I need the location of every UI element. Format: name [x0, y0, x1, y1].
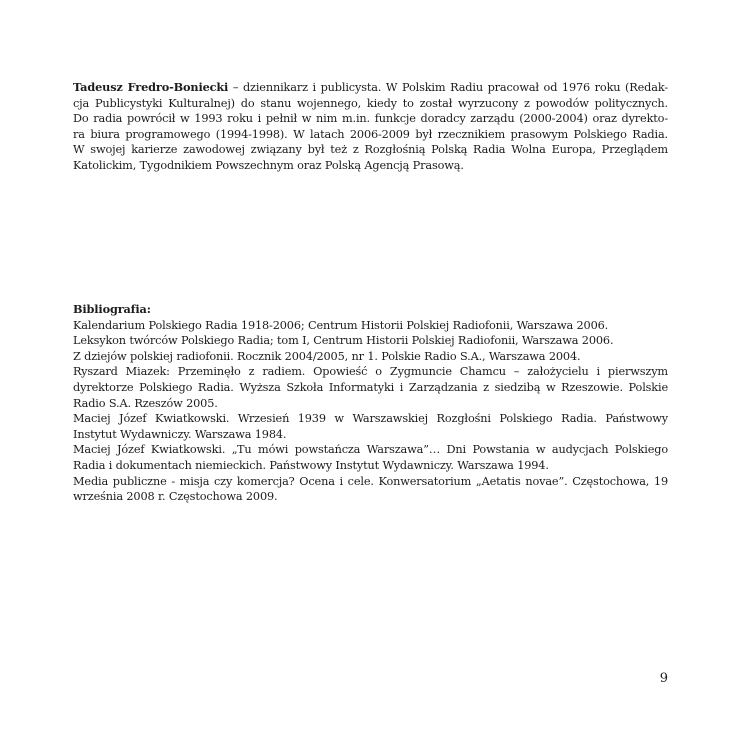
page-number: 9 — [659, 671, 668, 686]
bibliography-line: Kalendarium Polskiego Radia 1918-2006; Centrum Historii Polskiej Radiofonii, Warszawa 2006. — [73, 318, 609, 332]
bibliography-line: Maciej Józef Kwiatkowski. Wrzesień 1939 w Warszawskiej Rozgłośni Polskiego Radia. Państwowy — [73, 412, 668, 426]
bio-line-5: W swojej karierze zawodowej związany był też z Rozgłośnią Polską Radia Wolna Europa, Przeglądem — [73, 143, 668, 157]
bibliography-line: Maciej Józef Kwiatkowski. „Tu mówi powstańcza Warszawa”… Dni Powstania w audycjach Polskiego — [73, 443, 668, 457]
bibliography-line: września 2008 r. Częstochowa 2009. — [73, 490, 278, 504]
bibliography-line: Ryszard Miazek: Przeminęło z radiem. Opowieść o Zygmuncie Chamcu – założycielu i pierwszym — [73, 365, 668, 379]
bio-line-1-text: – dziennikarz i publicysta. W Polskim Radiu pracował od 1976 roku (Redak- — [228, 81, 669, 94]
bibliography-list — [73, 318, 668, 505]
bio-line-4: ra biura programowego (1994-1998). W latach 2006-2009 był rzecznikiem prasowym Polskiego Radia. — [73, 127, 668, 141]
bibliography-line: Radio S.A. Rzeszów 2005. — [73, 396, 218, 410]
bibliography-line: Leksykon twórców Polskiego Radia; tom I, Centrum Historii Polskiej Radiofonii, Warszawa 2006. — [73, 334, 614, 348]
bibliography-heading: Bibliografia: — [73, 302, 151, 316]
bibliography-line: dyrektorze Polskiego Radia. Wyższa Szkoła Informatyki i Zarządzania z siedzibą w Rzeszowie. Polskie — [73, 380, 668, 394]
bibliography-section — [73, 302, 668, 505]
bio-line-3: Do radia powrócił w 1993 roku i pełnił w nim m.in. funkcje doradcy zarządu (2000-2004) oraz dyrekto- — [73, 112, 668, 126]
bio-line-6: Katolickim, Tygodnikiem Powszechnym oraz Polską Agencją Prasową. — [73, 158, 464, 172]
bio-line-1 — [73, 80, 668, 96]
bibliography-line: Instytut Wydawniczy. Warszawa 1984. — [73, 427, 287, 441]
bibliography-line: Media publiczne - misja czy komercja? Ocena i cele. Konwersatorium „Aetatis novae”. Częstochowa, 19 — [73, 474, 668, 488]
bio-line-2: cja Publicystyki Kulturalnej) do stanu wojennego, kiedy to został wyrzucony z powodów politycznych. — [73, 96, 668, 110]
author-name: Tadeusz Fredro-Boniecki — [73, 80, 229, 94]
author-bio — [73, 80, 668, 174]
bibliography-line: Z dziejów polskiej radiofonii. Rocznik 2004/2005, nr 1. Polskie Radio S.A., Warszawa 2004. — [73, 349, 581, 363]
bibliography-line: Radia i dokumentach niemieckich. Państwowy Instytut Wydawniczy. Warszawa 1994. — [73, 458, 549, 472]
